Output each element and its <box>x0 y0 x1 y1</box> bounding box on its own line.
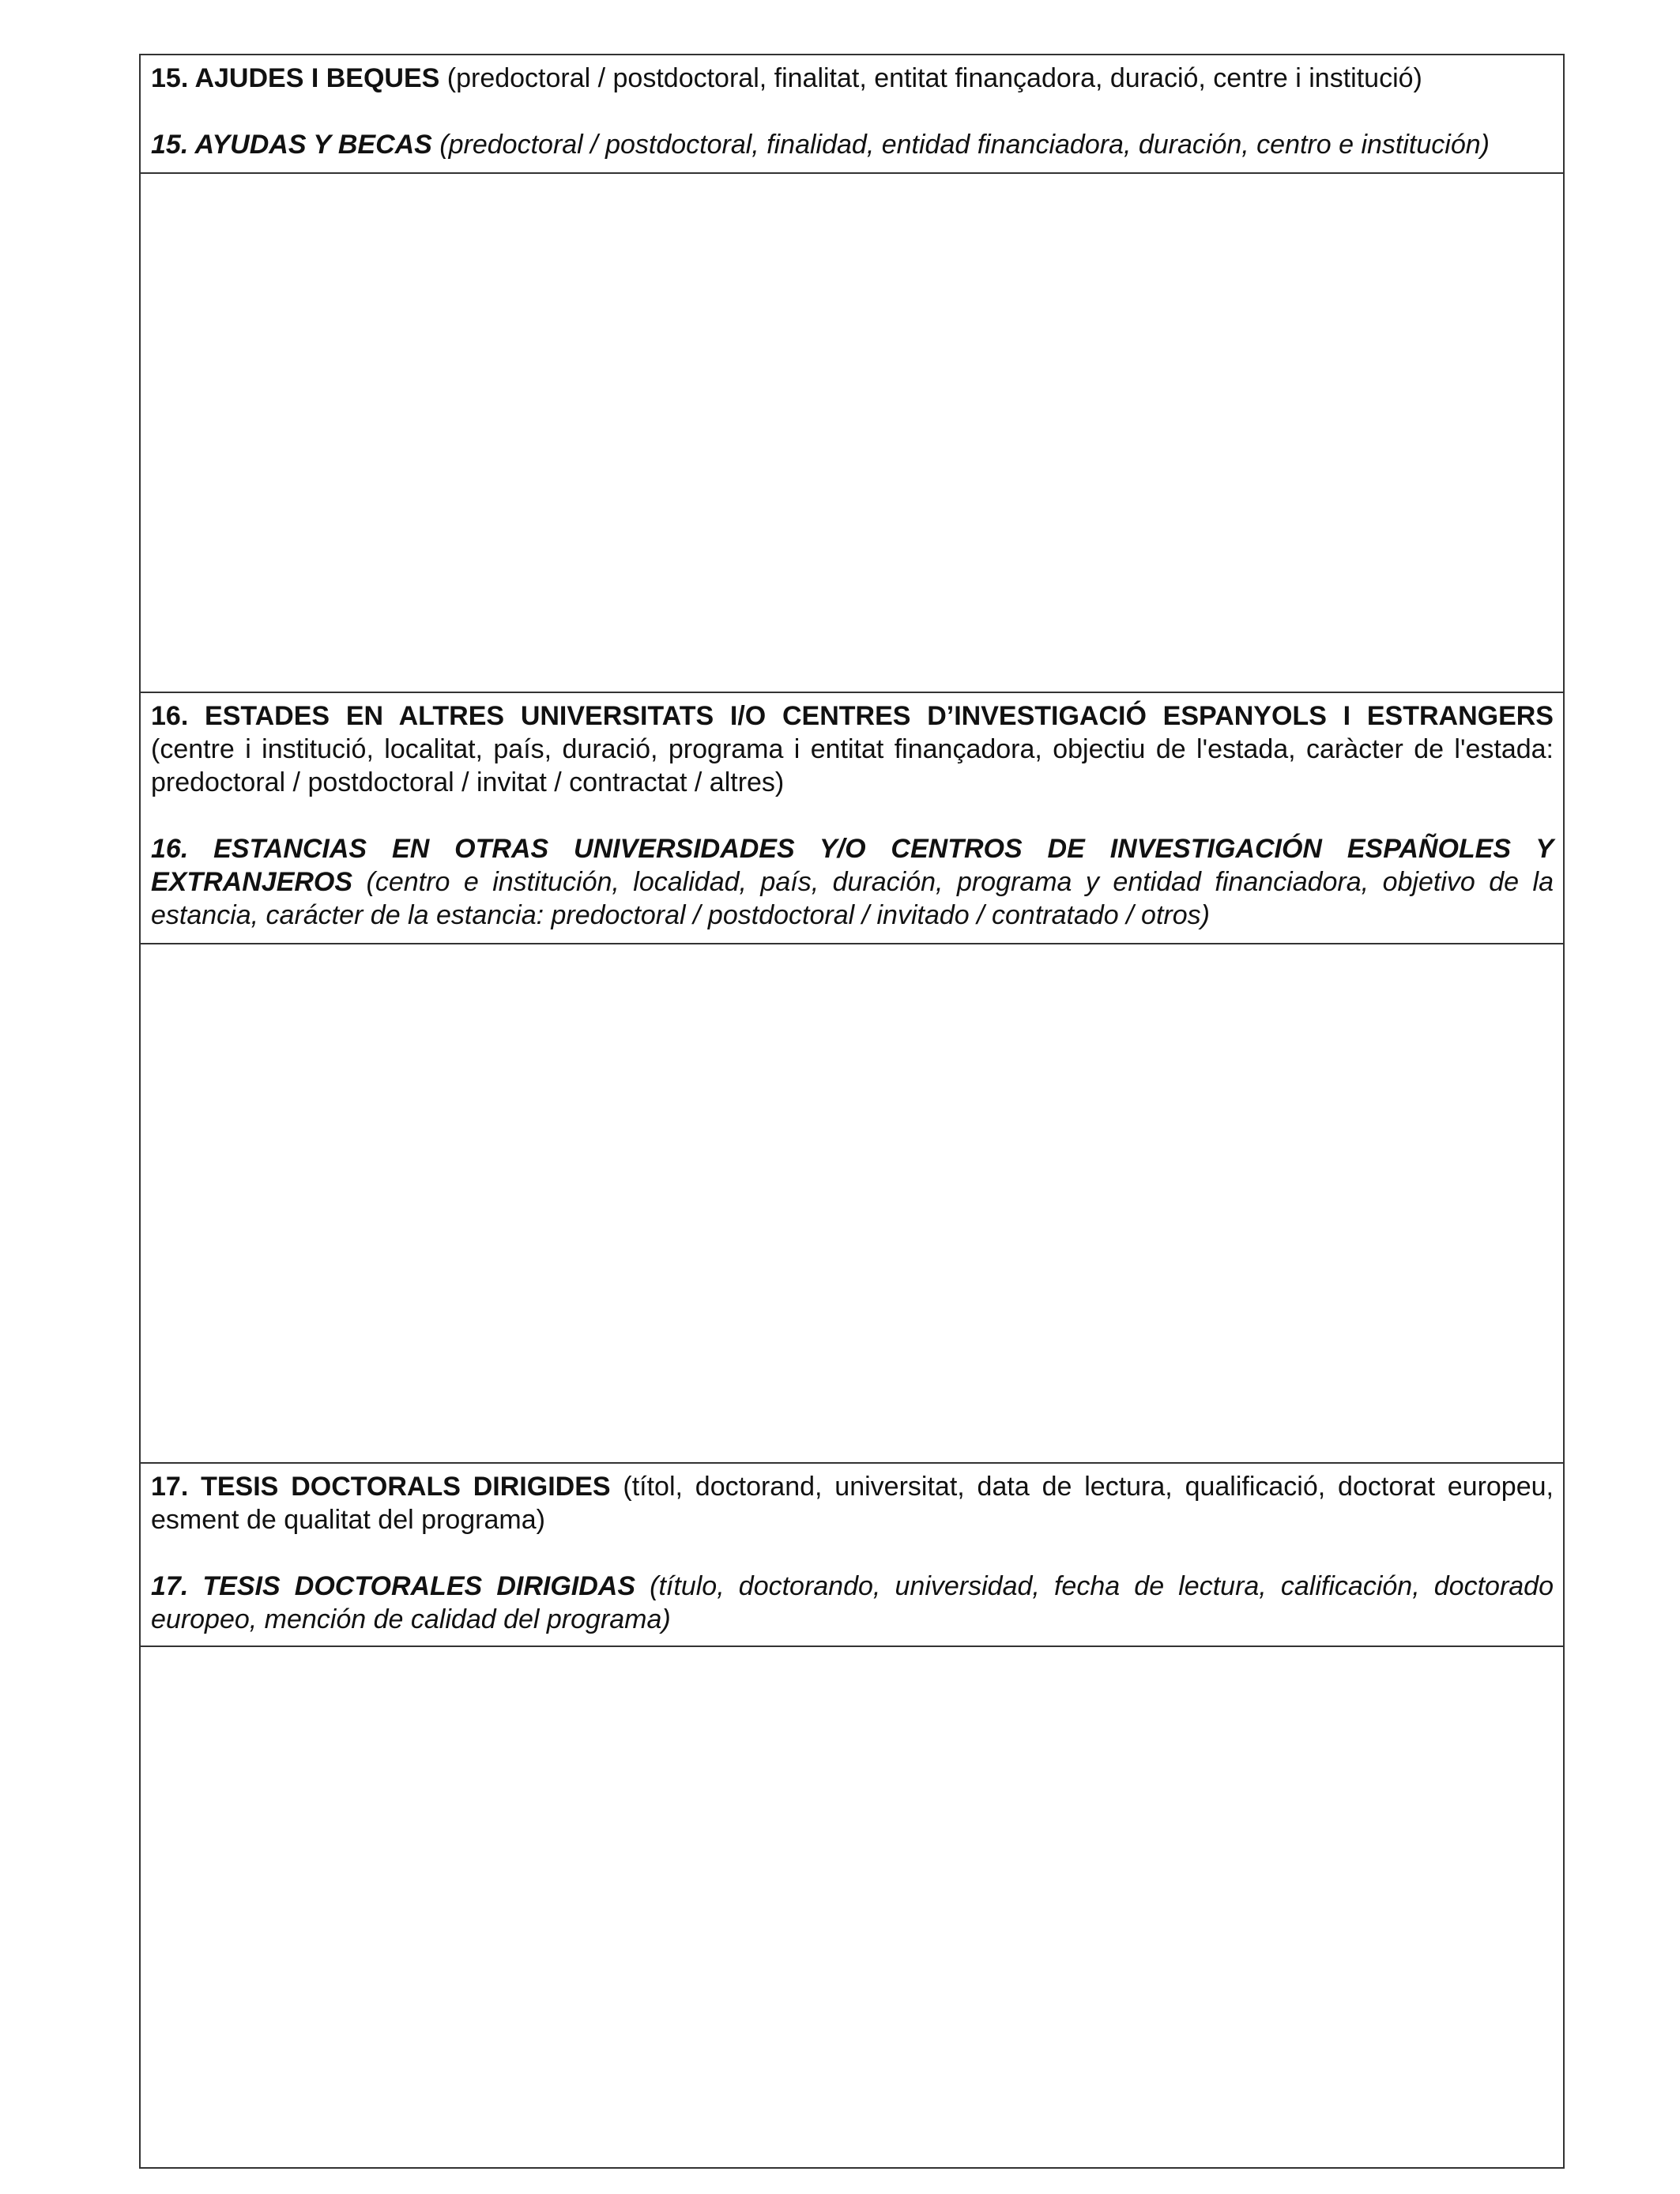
section-15-entry-area[interactable] <box>141 174 1563 693</box>
cv-form-table <box>139 54 1565 2169</box>
section-15-catalan <box>151 62 1554 95</box>
section-16-catalan-description: (centre i institució, localitat, país, duració, programa i entitat finançadora, objectiu de l'estada, caràcter de l'estada: predoctoral / postdoctoral / invitat / contractat / altres) <box>151 734 1554 797</box>
section-15-spanish <box>151 128 1554 161</box>
section-17-catalan <box>151 1470 1554 1536</box>
section-16-spanish-title: 16. ESTANCIAS EN OTRAS UNIVERSIDADES Y/O CENTROS DE INVESTIGACIÓN ESPAÑOLES Y EXTRANJEROS <box>151 834 1554 897</box>
section-16-entry-area[interactable] <box>141 944 1563 1464</box>
section-17-catalan-title: 17. TESIS DOCTORALS DIRIGIDES <box>151 1472 611 1502</box>
section-17-catalan-description: (títol, doctorand, universitat, data de lectura, qualificació, doctorat europeu, esment de qualitat del programa) <box>151 1472 1554 1535</box>
section-16-catalan <box>151 699 1554 799</box>
section-15-catalan-title: 15. AJUDES I BEQUES <box>151 63 440 93</box>
section-16-spanish <box>151 832 1554 932</box>
section-16-spanish-description: (centro e institución, localidad, país, duración, programa y entidad financiadora, objetivo de la estancia, carácter de la estancia: predoctoral / postdoctoral / invitado / contratado / otros) <box>151 867 1554 930</box>
section-16-catalan-title: 16. ESTADES EN ALTRES UNIVERSITATS I/O CENTRES D’INVESTIGACIÓ ESPANYOLS I ESTRANGERS <box>151 701 1554 731</box>
section-15-catalan-description: (predoctoral / postdoctoral, finalitat, entitat finançadora, duració, centre i institució) <box>439 63 1422 93</box>
section-15-header <box>141 55 1563 174</box>
section-17-spanish-description: (título, doctorando, universidad, fecha de lectura, calificación, doctorado europeo, mención de calidad del programa) <box>151 1571 1554 1634</box>
section-17-header <box>141 1464 1563 1647</box>
section-15-spanish-description: (predoctoral / postdoctoral, finalidad, entidad financiadora, duración, centro e institución) <box>431 130 1490 160</box>
section-16-header <box>141 693 1563 944</box>
section-17-entry-area[interactable] <box>141 1647 1563 2167</box>
section-15-spanish-title: 15. AYUDAS Y BECAS <box>151 130 432 160</box>
section-17-spanish-title: 17. TESIS DOCTORALES DIRIGIDAS <box>151 1571 636 1601</box>
section-17-spanish <box>151 1570 1554 1636</box>
